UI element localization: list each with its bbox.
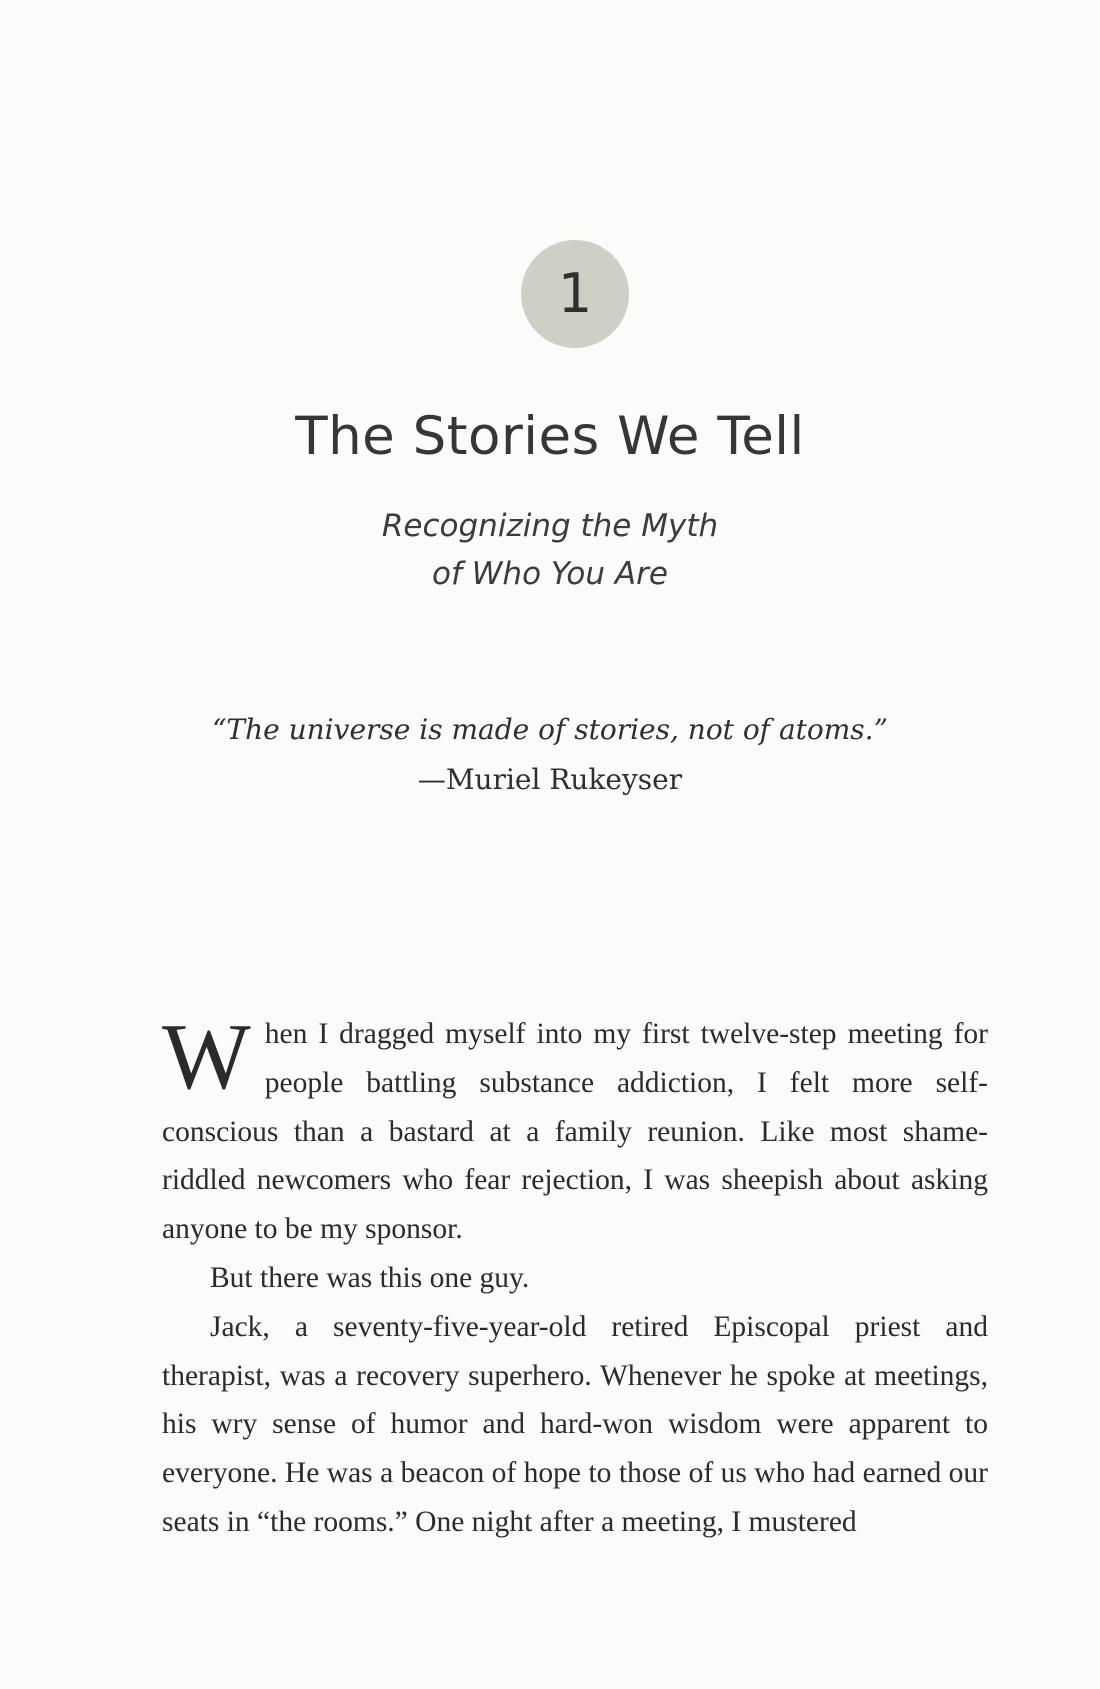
paragraph: But there was this one guy. — [210, 1261, 530, 1294]
drop-cap: W — [162, 1005, 251, 1109]
body-text — [162, 1005, 988, 1547]
epigraph-quote: “The universe is made of stories, not of atoms.” — [212, 713, 888, 746]
paragraph: Jack, a seventy-five-year-old retired Episcopal priest and therapist, was a recovery superhero. Whenever he spoke at meetings, his wry sense of humor and hard-won wisdom were apparent to everyone. He was a beacon of hope to those of us who had earned our seats in “the rooms.” One night after a meeting, I mustered — [162, 1310, 988, 1538]
chapter-title: The Stories We Tell — [295, 406, 805, 467]
chapter-number: 1 — [557, 262, 593, 325]
paragraph — [162, 1005, 988, 1254]
chapter-number-badge — [521, 240, 629, 348]
epigraph-attribution: —Muriel Rukeyser — [417, 763, 683, 796]
chapter-subtitle-line: Recognizing the Myth — [381, 508, 719, 544]
paragraph-text: hen I dragged myself into my first twelve-step meeting for people battling substance addiction, I felt more self-conscious than a bastard at a family reunion. Like most shame-riddled newcomers who fear rejection, I was sheepish about asking anyone to be my sponsor. — [162, 1018, 988, 1246]
chapter-subtitle — [0, 502, 1100, 598]
epigraph — [0, 705, 1100, 805]
chapter-subtitle-line: of Who You Are — [432, 556, 668, 592]
